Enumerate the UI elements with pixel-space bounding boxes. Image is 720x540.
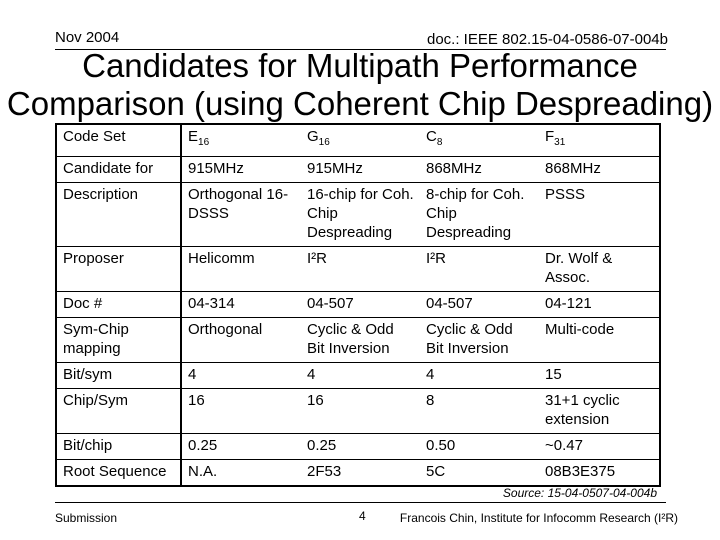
row-label: Doc # xyxy=(56,292,181,318)
table-cell: Helicomm xyxy=(181,247,301,292)
table-row xyxy=(56,247,660,292)
table-row-code-set xyxy=(56,124,660,157)
code-set-cell xyxy=(181,124,301,157)
code-set-letter: F xyxy=(545,128,555,145)
slide-title-line2: Comparison (using Coherent Chip Despreading) xyxy=(6,85,714,122)
table-cell: 4 xyxy=(420,363,539,389)
table-row xyxy=(56,183,660,247)
table-cell: 16 xyxy=(301,389,420,434)
table-cell: 04-314 xyxy=(181,292,301,318)
code-set-subscript: 8 xyxy=(436,137,443,148)
table-cell: 2F53 xyxy=(301,460,420,487)
table-cell: 4 xyxy=(181,363,301,389)
header-doc-id: doc.: IEEE 802.15-04-0586-07-004b xyxy=(426,31,668,48)
table-cell: I²R xyxy=(420,247,539,292)
code-set-letter: E xyxy=(188,128,199,145)
table-cell: 0.50 xyxy=(420,434,539,460)
table-cell: 15 xyxy=(539,363,660,389)
table-cell: 868MHz xyxy=(420,157,539,183)
table-row xyxy=(56,363,660,389)
candidates-table xyxy=(55,123,661,487)
table-cell: ~0.47 xyxy=(539,434,660,460)
table-cell: Orthogonal xyxy=(181,318,301,363)
table-row xyxy=(56,292,660,318)
row-label: Candidate for xyxy=(56,157,181,183)
table-cell: 08B3E375 xyxy=(539,460,660,487)
table-row xyxy=(56,460,660,487)
code-set-cell xyxy=(420,124,539,157)
table-row xyxy=(56,434,660,460)
slide-title-line1: Candidates for Multipath Performance xyxy=(82,47,638,84)
table-cell: PSSS xyxy=(539,183,660,247)
code-set-subscript: 16 xyxy=(318,137,330,148)
table-cell: 868MHz xyxy=(539,157,660,183)
row-label: Description xyxy=(56,183,181,247)
table-cell: Orthogonal 16-DSSS xyxy=(181,183,301,247)
table-cell: Multi-code xyxy=(539,318,660,363)
footer-page-number: 4 xyxy=(359,509,366,523)
row-label: Root Sequence xyxy=(56,460,181,487)
table-cell: 16-chip for Coh. Chip Despreading xyxy=(301,183,420,247)
row-label: Proposer xyxy=(56,247,181,292)
table-cell: I²R xyxy=(301,247,420,292)
row-label: Sym-Chip mapping xyxy=(56,318,181,363)
code-set-letter: G xyxy=(307,128,319,145)
table-row xyxy=(56,318,660,363)
table-cell: 8-chip for Coh. Chip Despreading xyxy=(420,183,539,247)
table-cell: 915MHz xyxy=(301,157,420,183)
footer-author: Francois Chin, Institute for Infocomm Research (I²R) xyxy=(399,511,678,525)
table-cell: 0.25 xyxy=(181,434,301,460)
table-cell: 04-121 xyxy=(539,292,660,318)
table-cell: N.A. xyxy=(181,460,301,487)
source-note: Source: 15-04-0507-04-004b xyxy=(502,486,657,500)
table-cell: Cyclic & Odd Bit Inversion xyxy=(301,318,420,363)
table-cell: 31+1 cyclic extension xyxy=(539,389,660,434)
table-cell: 16 xyxy=(181,389,301,434)
code-set-subscript: 16 xyxy=(198,137,210,148)
table-cell: 4 xyxy=(301,363,420,389)
code-set-letter: C xyxy=(426,128,437,145)
table-cell: 0.25 xyxy=(301,434,420,460)
table-cell: 04-507 xyxy=(420,292,539,318)
table-cell: 915MHz xyxy=(181,157,301,183)
table-row xyxy=(56,389,660,434)
row-label: Bit/chip xyxy=(56,434,181,460)
table-cell: Cyclic & Odd Bit Inversion xyxy=(420,318,539,363)
table-cell: Dr. Wolf & Assoc. xyxy=(539,247,660,292)
table-cell: 5C xyxy=(420,460,539,487)
table-cell: 8 xyxy=(420,389,539,434)
footer-divider xyxy=(55,502,666,503)
code-set-cell xyxy=(301,124,420,157)
row-label: Bit/sym xyxy=(56,363,181,389)
row-label: Code Set xyxy=(56,124,181,157)
code-set-subscript: 31 xyxy=(554,137,566,148)
footer-submission: Submission xyxy=(55,511,118,525)
table-cell: 04-507 xyxy=(301,292,420,318)
header-date: Nov 2004 xyxy=(55,29,120,46)
row-label: Chip/Sym xyxy=(56,389,181,434)
table-row xyxy=(56,157,660,183)
code-set-cell xyxy=(539,124,660,157)
